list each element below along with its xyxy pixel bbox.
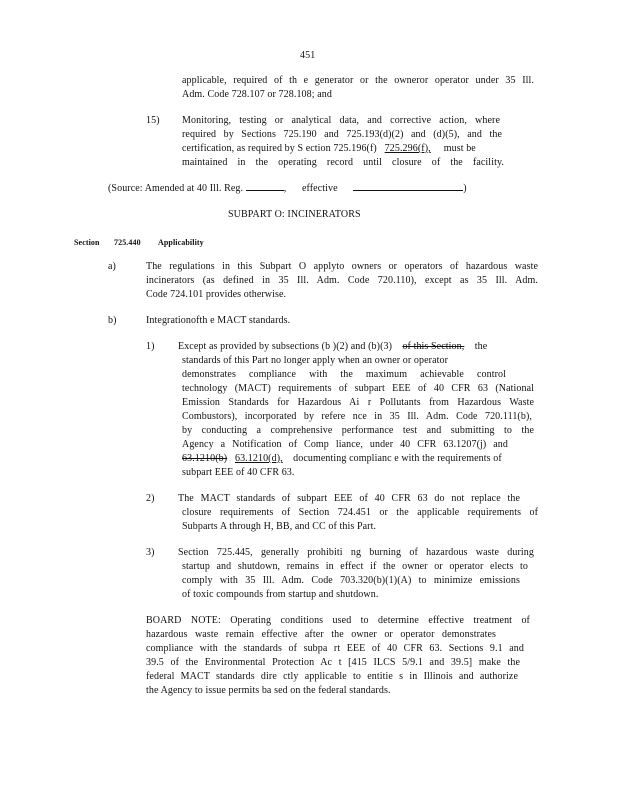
item-15-line: Monitoring, testing or analytical data, and corrective action, where	[182, 115, 500, 126]
item-1-line: technology (MACT) requirements of subpart EEE of 40 CFR 63 (National	[182, 383, 534, 394]
subsection-b-marker: b)	[108, 315, 117, 326]
item-3-line: startup and shutdown, remains in effect if the owner or operator elects to	[182, 561, 528, 572]
item-1-marker: 1)	[146, 341, 155, 352]
page-number: 451	[300, 50, 316, 61]
board-note-line: BOARD NOTE: Operating conditions used to determine effective treatment of	[146, 615, 530, 626]
item-1-text: documenting complianc e with the requirements of	[293, 453, 502, 464]
board-note-line: 39.5 of the Environmental Protection Ac t [415 ILCS 5/9.1 and 39.5] make the	[146, 657, 520, 668]
source-comma: ,	[283, 183, 287, 194]
item-1-text: Except as provided by subsections (b )(2) and (b)(3)	[178, 341, 393, 352]
item-14-continued-line: Adm. Code 728.107 or 728.108; and	[182, 89, 332, 100]
item-15-line	[182, 142, 476, 155]
subsection-b-heading: Integrationofth e MACT standards.	[146, 315, 291, 326]
item-15-text: must be	[443, 143, 476, 154]
subsection-a-marker: a)	[108, 261, 116, 272]
item-15-text: certification, as required by S ection 725.196(f)	[182, 143, 377, 154]
item-3-line: of toxic compounds from startup and shutdown.	[182, 589, 379, 600]
item-3-line: Section 725.445, generally prohibiti ng burning of hazardous waste during	[178, 547, 534, 558]
item-1-line	[178, 340, 487, 353]
board-note-line: federal MACT standards dire ctly applicable to entitie s in Illinois and authorize	[146, 671, 518, 682]
board-note-line: the Agency to issue permits ba sed on the federal standards.	[146, 685, 391, 696]
source-close: )	[463, 183, 467, 194]
item-14-continued-line: applicable, required of th e generator or the owneror operator under 35 Ill.	[182, 75, 534, 86]
item-2-line: closure requirements of Section 724.451 or the applicable requirements of	[182, 507, 538, 518]
item-3-marker: 3)	[146, 547, 155, 558]
item-1-line: standards of this Part no longer apply when an owner or operator	[182, 355, 449, 366]
item-1-line	[182, 452, 502, 465]
item-1-line: by conducting a comprehensive performance test and submitting to the	[182, 425, 534, 436]
section-number: 725.440	[114, 238, 141, 247]
item-1-line: Agency a Notification of Comp liance, under 40 CFR 63.1207(j) and	[182, 439, 508, 450]
item-1-line: Combustors), incorporated by refere nce in 35 Ill. Adm. Code 720.111(b),	[182, 411, 532, 422]
subsection-a-line: incinerators (as defined in 35 Ill. Adm. Code 720.110), except as 35 Ill. Adm.	[146, 275, 538, 286]
source-effective: effective	[301, 183, 338, 194]
item-3-line: comply with 35 Ill. Adm. Code 703.320(b)(1)(A) to minimize emissions	[182, 575, 520, 586]
item-2-line: The MACT standards of subpart EEE of 40 CFR 63 do not replace the	[178, 493, 520, 504]
subpart-title: SUBPART O: INCINERATORS	[228, 209, 361, 220]
subsection-a-line: The regulations in this Subpart O applyto owners or operators of hazardous waste	[146, 261, 538, 272]
source-text: (Source: Amended at 40 Ill. Reg.	[108, 183, 244, 194]
inserted-text: 725.296(f),	[384, 143, 431, 154]
section-label: Section	[74, 238, 100, 247]
effective-date-blank	[353, 181, 463, 191]
item-15-line: maintained in the operating record until closure of the facility.	[182, 157, 504, 168]
item-1-line: demonstrates compliance with the maximum achievable control	[182, 369, 506, 380]
item-1-line: Emission Standards for Hazardous Ai r Pollutants from Hazardous Waste	[182, 397, 534, 408]
section-title: Applicability	[158, 238, 204, 247]
deleted-text: of this Section,	[402, 341, 465, 352]
board-note-line: hazardous waste remain effective after the owner or operator demonstrates	[146, 629, 496, 640]
inserted-text: 63.1210(d),	[234, 453, 283, 464]
item-1-text: the	[474, 341, 488, 352]
item-1-line: subpart EEE of 40 CFR 63.	[182, 467, 295, 478]
reg-page-blank	[246, 181, 284, 191]
item-15-marker: 15)	[146, 115, 160, 126]
source-note	[108, 181, 467, 195]
board-note-line: compliance with the standards of subpa rt EEE of 40 CFR 63. Sections 9.1 and	[146, 643, 524, 654]
item-2-marker: 2)	[146, 493, 155, 504]
deleted-text: 63.1210(b)	[182, 453, 228, 464]
subsection-a-line: Code 724.101 provides otherwise.	[146, 289, 287, 300]
item-15-line: required by Sections 725.190 and 725.193(d)(2) and (d)(5), and the	[182, 129, 502, 140]
item-2-line: Subparts A through H, BB, and CC of this Part.	[182, 521, 377, 532]
